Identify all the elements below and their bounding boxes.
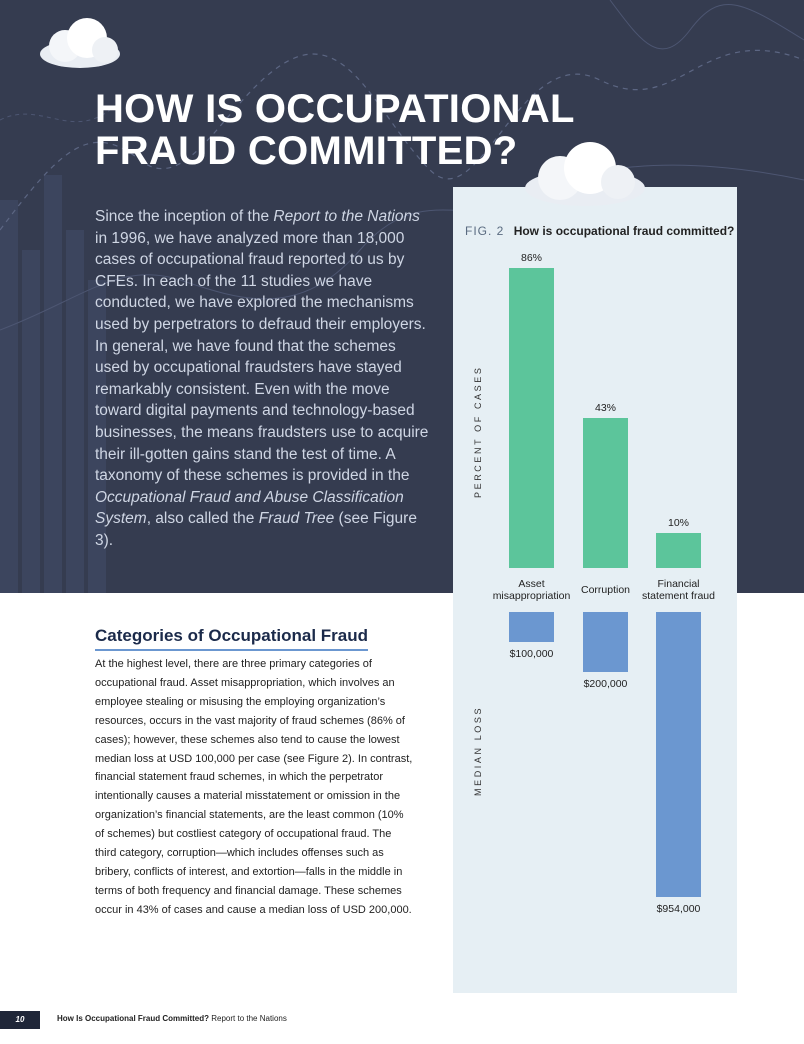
percent-value-label: 43% — [594, 402, 616, 414]
category-label — [631, 578, 726, 602]
intro-text-1: Since the inception of the — [95, 208, 274, 225]
category-label-line: Corruption — [580, 584, 631, 596]
percent-bar — [583, 418, 628, 568]
intro-paragraph — [95, 206, 430, 552]
report-title-italic: Report to the Nations — [273, 208, 420, 225]
footer-publication: Report to the Nations — [211, 1014, 287, 1023]
median-loss-bar — [656, 612, 701, 897]
classification-system-italic: Occupational Fraud and Abuse Classification System — [95, 488, 404, 528]
percent-value-label: 10% — [667, 517, 689, 530]
cloud-icon — [35, 14, 125, 74]
cloud-icon — [520, 140, 650, 210]
intro-text-4: (see Figure 3). — [95, 510, 417, 549]
percent-bar — [509, 268, 554, 568]
title-line-1: HOW IS OCCUPATIONAL — [95, 87, 575, 131]
median-loss-axis-label: MEDIAN LOSS — [473, 705, 483, 796]
page-footer — [0, 1011, 804, 1029]
page-number: 10 — [0, 1011, 40, 1029]
figure-title — [465, 224, 734, 238]
section-heading: Categories of Occupational Fraud — [95, 626, 368, 651]
fraud-tree-italic: Fraud Tree — [258, 510, 335, 528]
intro-text-3: , also called the — [146, 510, 259, 528]
category-label-line: Financial — [657, 578, 700, 590]
median-loss-value-label: $200,000 — [583, 677, 628, 690]
section-body: At the highest level, there are three primary categories of occupational fraud. Asset misappropriation, which involves an employee stealing or misusing the employing organization’s resources, occurs in the vast majority of fraud schemes (86% of cases); however, these schemes also tend to cause the lowest median loss at USD 100,000 per case (see Figure 2). In contrast, financial statement fraud schemes, in which the perpetrator intentionally causes a material misstatement or omission in the organization’s financial statements, are the least common (10% of schemes) but costliest category of occupational fraud. The third category, corruption—which includes offenses such as bribery, conflicts of interest, and extortion—falls in the middle in terms of both frequency and financial damage. These schemes occur in 43% of cases and cause a median loss of USD 200,000. — [95, 658, 413, 916]
median-loss-value-label: $954,000 — [656, 903, 701, 915]
category-label-line: misappropriation — [492, 590, 571, 602]
percent-value-label: 86% — [520, 252, 542, 264]
percent-bar — [656, 533, 701, 568]
category-label-line: statement fraud — [642, 590, 715, 602]
page-title — [95, 88, 575, 172]
figure-caption: How is occupational fraud committed? — [513, 224, 735, 238]
category-label-line: Asset — [518, 578, 545, 590]
title-line-2: FRAUD COMMITTED? — [95, 129, 518, 173]
figure-number: FIG. 2 — [465, 224, 505, 238]
median-loss-bar — [509, 612, 554, 642]
median-loss-value-label: $100,000 — [509, 647, 554, 660]
percent-axis-label: PERCENT OF CASES — [473, 365, 483, 498]
intro-text-2: in 1996, we have analyzed more than 18,000 cases of occupational fraud reported to us by CFEs. In each of the 11 studies we have conducted, we have explored the mechanisms used by perpetrators to defraud their employers. In general, we have found that the schemes used by occupational fraudsters have stayed remarkably consistent. Even with the move toward digital payments and technology-based businesses, the means fraudsters use to acquire their ill-gotten gains stand the test of time. A taxonomy of these schemes is provided in the — [95, 229, 429, 485]
footer-section: How Is Occupational Fraud Committed? — [57, 1014, 210, 1023]
footer-text — [57, 1014, 287, 1023]
median-loss-bar — [583, 612, 628, 672]
